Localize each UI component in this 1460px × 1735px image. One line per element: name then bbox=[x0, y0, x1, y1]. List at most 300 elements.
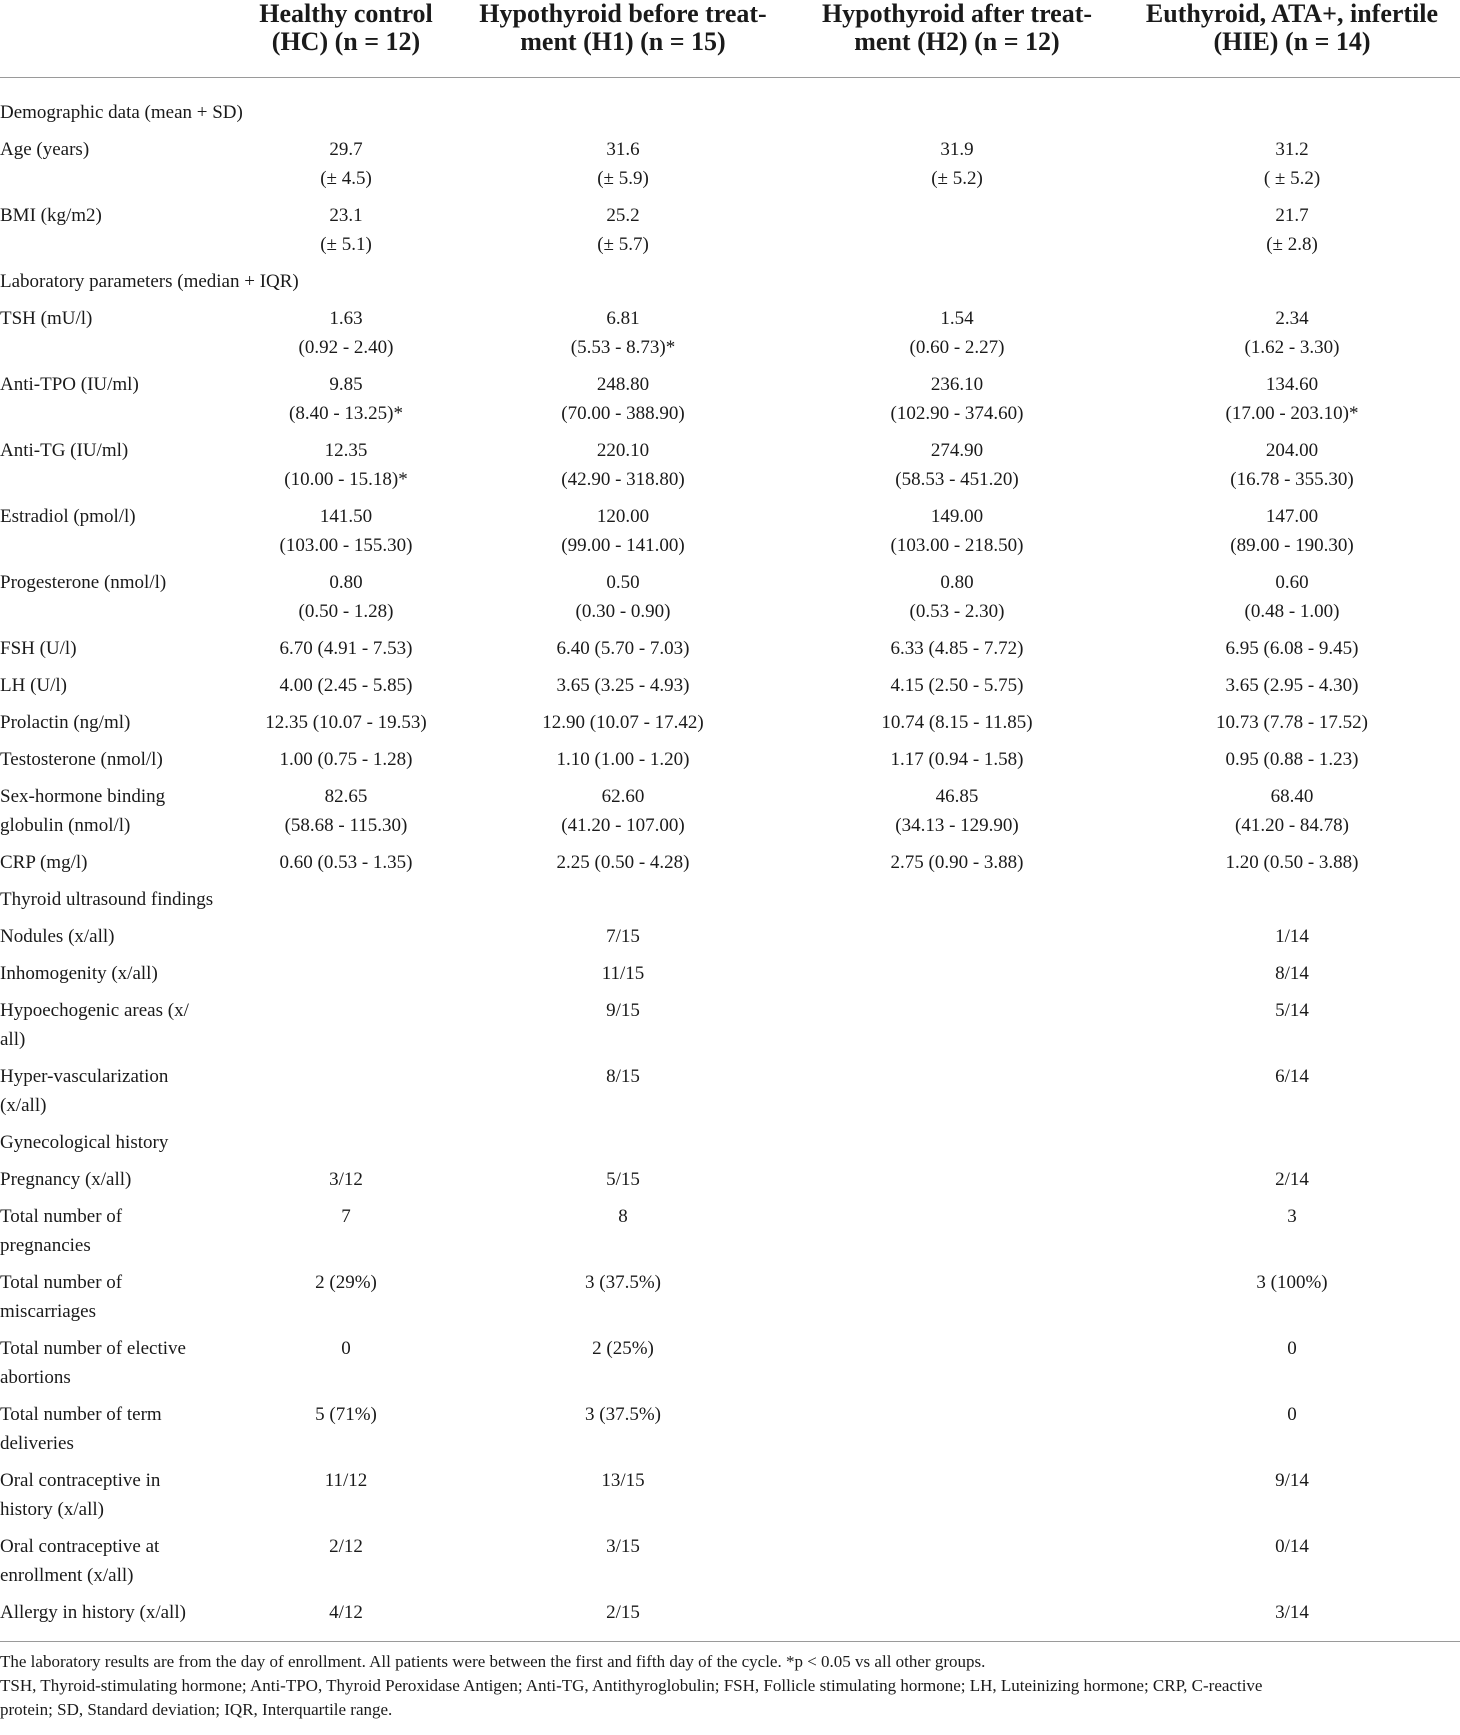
cell-line: (102.90 - 374.60) bbox=[890, 402, 1024, 424]
table-cell bbox=[456, 778, 790, 844]
row-label bbox=[0, 1462, 236, 1528]
row-label bbox=[0, 1330, 236, 1396]
header-line: ment (H2) (n = 12) bbox=[854, 27, 1060, 56]
table-cell bbox=[456, 918, 790, 955]
spacer-row bbox=[0, 78, 1460, 94]
cell-line: 9/14 bbox=[1275, 1469, 1309, 1491]
table-cell bbox=[1124, 778, 1460, 844]
row-label bbox=[0, 1264, 236, 1330]
header-line: Euthyroid, ATA+, infertile bbox=[1145, 0, 1439, 28]
table-cell bbox=[1124, 1264, 1460, 1330]
table-row bbox=[0, 630, 1460, 667]
row-label bbox=[0, 955, 236, 992]
cell-line: 1.00 (0.75 - 1.28) bbox=[279, 748, 413, 770]
table-cell bbox=[236, 366, 456, 432]
cell-line: 3/14 bbox=[1275, 1601, 1309, 1623]
cell-line: 149.00 bbox=[930, 505, 984, 527]
footnote-line: TSH, Thyroid-stimulating hormone; Anti-TPO, Thyroid Peroxidase Antigen; Anti-TG, Antithyroglobulin; FSH, Follicle stimulating hormone; LH, Luteinizing hormone; CRP, C-reactive bbox=[0, 1675, 1263, 1695]
cell-line: 5 (71%) bbox=[315, 1403, 377, 1425]
table-row bbox=[0, 918, 1460, 955]
cell-line: 9.85 bbox=[329, 373, 363, 395]
table-cell bbox=[790, 778, 1124, 844]
footnote-line: The laboratory results are from the day of enrollment. All patients were between the first and fifth day of the cycle. *p < 0.05 vs all other groups. bbox=[0, 1651, 986, 1671]
cell-line: (103.00 - 155.30) bbox=[279, 534, 413, 556]
cell-line: 6.95 (6.08 - 9.45) bbox=[1225, 637, 1359, 659]
table-cell bbox=[236, 844, 456, 881]
column-header bbox=[790, 0, 1124, 77]
table-row bbox=[0, 1396, 1460, 1462]
label-line: FSH (U/l) bbox=[0, 637, 77, 659]
table-row bbox=[0, 844, 1460, 881]
cell-line: ( ± 5.2) bbox=[1263, 167, 1321, 189]
label-line: globulin (nmol/l) bbox=[0, 814, 131, 836]
cell-line: 6/14 bbox=[1275, 1065, 1309, 1087]
cell-line: (58.53 - 451.20) bbox=[895, 468, 1019, 490]
row-label bbox=[0, 1594, 236, 1631]
table-cell bbox=[1124, 1161, 1460, 1198]
header-line: Healthy control bbox=[259, 0, 433, 28]
table-cell bbox=[790, 1198, 1124, 1264]
table-cell bbox=[790, 432, 1124, 498]
cell-line: 8 bbox=[618, 1205, 628, 1227]
cell-line: 1.10 (1.00 - 1.20) bbox=[556, 748, 690, 770]
table-cell bbox=[456, 630, 790, 667]
label-line: deliveries bbox=[0, 1432, 74, 1454]
label-line: Total number of bbox=[0, 1271, 123, 1293]
table-cell bbox=[1124, 918, 1460, 955]
section-heading bbox=[0, 263, 299, 300]
label-line: LH (U/l) bbox=[0, 674, 68, 696]
table-cell bbox=[456, 263, 790, 300]
header-line: (HIE) (n = 14) bbox=[1213, 27, 1371, 56]
cell-line: 0.50 bbox=[606, 571, 640, 593]
table-cell bbox=[790, 1396, 1124, 1462]
cell-line: 7 bbox=[341, 1205, 351, 1227]
table-cell bbox=[1124, 844, 1460, 881]
label-line: Total number of term bbox=[0, 1403, 162, 1425]
table-cell bbox=[790, 1594, 1124, 1631]
table-cell bbox=[1124, 366, 1460, 432]
cell-line: 3/12 bbox=[329, 1168, 363, 1190]
table-cell bbox=[236, 300, 456, 366]
label-line: CRP (mg/l) bbox=[0, 851, 88, 873]
table-cell bbox=[456, 1396, 790, 1462]
cell-line: 0 bbox=[341, 1337, 351, 1359]
header-line: Hypothyroid after treat- bbox=[821, 0, 1093, 28]
label-line: pregnancies bbox=[0, 1234, 91, 1256]
table-cell bbox=[236, 778, 456, 844]
table-cell bbox=[456, 1594, 790, 1631]
row-label bbox=[0, 1396, 236, 1462]
table-cell bbox=[790, 263, 1124, 300]
cell-line: 13/15 bbox=[601, 1469, 645, 1491]
table-cell bbox=[790, 741, 1124, 778]
table-cell bbox=[790, 94, 1124, 131]
cell-line: 12.35 (10.07 - 19.53) bbox=[265, 711, 427, 733]
cell-line: 1.17 (0.94 - 1.58) bbox=[890, 748, 1024, 770]
table-cell bbox=[1124, 741, 1460, 778]
cell-line: 1.54 bbox=[940, 307, 974, 329]
table-row bbox=[0, 197, 1460, 263]
cell-line: 5/14 bbox=[1275, 999, 1309, 1021]
table-cell bbox=[1124, 1594, 1460, 1631]
cell-line: 23.1 bbox=[329, 204, 363, 226]
cell-line: 6.70 (4.91 - 7.53) bbox=[279, 637, 413, 659]
cell-line: (0.60 - 2.27) bbox=[909, 336, 1005, 358]
table-cell bbox=[236, 667, 456, 704]
cell-line: 274.90 bbox=[930, 439, 984, 461]
cell-line: 12.35 bbox=[324, 439, 368, 461]
table-row bbox=[0, 1058, 1460, 1124]
table-cell bbox=[236, 131, 456, 197]
table-cell bbox=[1124, 881, 1460, 918]
label-line: enrollment (x/all) bbox=[0, 1564, 134, 1586]
table-cell bbox=[1124, 1198, 1460, 1264]
table-cell bbox=[1124, 263, 1460, 300]
table-cell bbox=[236, 1462, 456, 1528]
table-cell bbox=[236, 1528, 456, 1594]
cell-line: 62.60 bbox=[601, 785, 645, 807]
table-cell bbox=[456, 131, 790, 197]
cell-line: (0.53 - 2.30) bbox=[909, 600, 1005, 622]
table-row bbox=[0, 1594, 1460, 1631]
cell-line: (42.90 - 318.80) bbox=[561, 468, 685, 490]
cell-line: 3.65 (3.25 - 4.93) bbox=[556, 674, 690, 696]
table-cell bbox=[790, 881, 1124, 918]
cell-line: (10.00 - 15.18)* bbox=[284, 468, 408, 490]
cell-line: (0.48 - 1.00) bbox=[1244, 600, 1340, 622]
table-cell bbox=[1124, 1058, 1460, 1124]
cell-line: 141.50 bbox=[319, 505, 373, 527]
cell-line: 4.00 (2.45 - 5.85) bbox=[279, 674, 413, 696]
table-row bbox=[0, 300, 1460, 366]
table-cell bbox=[1124, 94, 1460, 131]
table-cell bbox=[456, 704, 790, 741]
footnote-line: protein; SD, Standard deviation; IQR, Interquartile range. bbox=[0, 1699, 393, 1719]
table-cell bbox=[456, 1264, 790, 1330]
cell-line: 3 (37.5%) bbox=[585, 1403, 661, 1425]
table-cell bbox=[1124, 1396, 1460, 1462]
cell-line: 25.2 bbox=[606, 204, 640, 226]
cell-line: (± 4.5) bbox=[320, 167, 372, 189]
cell-line: (± 5.2) bbox=[931, 167, 983, 189]
table-cell bbox=[790, 1528, 1124, 1594]
table-row bbox=[0, 704, 1460, 741]
table-cell bbox=[1124, 667, 1460, 704]
label-line: Testosterone (nmol/l) bbox=[0, 748, 163, 770]
table-row bbox=[0, 778, 1460, 844]
table-cell bbox=[236, 498, 456, 564]
table-row bbox=[0, 1528, 1460, 1594]
cell-line: (41.20 - 107.00) bbox=[561, 814, 685, 836]
cell-line: 6.81 bbox=[606, 307, 640, 329]
table-row bbox=[0, 1264, 1460, 1330]
header-line: ment (H1) (n = 15) bbox=[520, 27, 726, 56]
table-row bbox=[0, 1161, 1460, 1198]
cell-line: (17.00 - 203.10)* bbox=[1225, 402, 1359, 424]
label-line: Anti-TPO (IU/ml) bbox=[0, 373, 139, 395]
cell-line: (99.00 - 141.00) bbox=[561, 534, 685, 556]
table-cell bbox=[1124, 955, 1460, 992]
cell-line: 7/15 bbox=[606, 925, 640, 947]
label-line: abortions bbox=[0, 1366, 71, 1388]
table-row bbox=[0, 1198, 1460, 1264]
table-cell bbox=[236, 918, 456, 955]
label-line: Allergy in history (x/all) bbox=[0, 1601, 186, 1623]
table-cell bbox=[236, 94, 456, 131]
cell-line: 2 (25%) bbox=[592, 1337, 654, 1359]
label-line: Total number of bbox=[0, 1205, 123, 1227]
table-cell bbox=[790, 498, 1124, 564]
cell-line: 12.90 (10.07 - 17.42) bbox=[542, 711, 704, 733]
cell-line: 5/15 bbox=[606, 1168, 640, 1190]
row-label bbox=[0, 918, 236, 955]
table-cell bbox=[790, 844, 1124, 881]
cell-line: 1/14 bbox=[1275, 925, 1309, 947]
cell-line: 10.73 (7.78 - 17.52) bbox=[1216, 711, 1368, 733]
cell-line: 0.60 (0.53 - 1.35) bbox=[279, 851, 413, 873]
table-cell bbox=[790, 992, 1124, 1058]
label-line: history (x/all) bbox=[0, 1498, 104, 1520]
table-cell bbox=[790, 197, 1124, 263]
cell-line: (5.53 - 8.73)* bbox=[570, 336, 676, 358]
table-cell bbox=[456, 881, 790, 918]
table-body bbox=[0, 77, 1460, 1631]
cell-line: (± 5.7) bbox=[597, 233, 649, 255]
cell-line: 10.74 (8.15 - 11.85) bbox=[881, 711, 1033, 733]
label-line: Inhomogenity (x/all) bbox=[0, 962, 158, 984]
table-cell bbox=[456, 432, 790, 498]
table-row bbox=[0, 992, 1460, 1058]
table-cell bbox=[236, 197, 456, 263]
cell-line: 0 bbox=[1287, 1403, 1297, 1425]
cell-line: 134.60 bbox=[1265, 373, 1319, 395]
table-cell bbox=[1124, 704, 1460, 741]
cell-line: 29.7 bbox=[329, 138, 363, 160]
table-cell bbox=[456, 992, 790, 1058]
table-cell bbox=[790, 300, 1124, 366]
table-cell bbox=[236, 1198, 456, 1264]
section-row bbox=[0, 94, 1460, 131]
cell-line: (34.13 - 129.90) bbox=[895, 814, 1019, 836]
label-line: Oral contraceptive in bbox=[0, 1469, 161, 1491]
table-cell bbox=[236, 881, 456, 918]
table-cell bbox=[456, 1058, 790, 1124]
header-cell-label bbox=[0, 0, 236, 77]
cell-line: (± 2.8) bbox=[1266, 233, 1318, 255]
cell-line: 220.10 bbox=[596, 439, 650, 461]
table-cell bbox=[236, 1330, 456, 1396]
table-cell bbox=[790, 1124, 1124, 1161]
table-cell bbox=[236, 741, 456, 778]
table-cell bbox=[1124, 1462, 1460, 1528]
cell-line: 11/15 bbox=[601, 962, 645, 984]
cell-line: 3.65 (2.95 - 4.30) bbox=[1225, 674, 1359, 696]
table-cell bbox=[236, 1396, 456, 1462]
table-cell bbox=[790, 704, 1124, 741]
cell-line: 0.60 bbox=[1275, 571, 1309, 593]
table-cell bbox=[1124, 1124, 1460, 1161]
table-cell bbox=[456, 498, 790, 564]
cell-line: (89.00 - 190.30) bbox=[1230, 534, 1354, 556]
label-line: miscarriages bbox=[0, 1300, 97, 1322]
table-cell bbox=[790, 1462, 1124, 1528]
table-cell bbox=[236, 1058, 456, 1124]
table-cell bbox=[456, 197, 790, 263]
cell-line: 6.33 (4.85 - 7.72) bbox=[890, 637, 1024, 659]
label-line: Demographic data (mean + SD) bbox=[0, 101, 243, 123]
table-cell bbox=[236, 1124, 456, 1161]
table-cell bbox=[790, 918, 1124, 955]
section-row bbox=[0, 263, 1460, 300]
row-label bbox=[0, 630, 236, 667]
cell-line: (16.78 - 355.30) bbox=[1230, 468, 1354, 490]
table-row bbox=[0, 1462, 1460, 1528]
table-cell bbox=[1124, 1528, 1460, 1594]
cell-line: 0.80 bbox=[940, 571, 974, 593]
row-label bbox=[0, 1161, 236, 1198]
cell-line: 82.65 bbox=[324, 785, 368, 807]
row-label bbox=[0, 1058, 236, 1124]
table-cell bbox=[456, 94, 790, 131]
label-line: all) bbox=[0, 1028, 26, 1050]
row-label bbox=[0, 564, 236, 630]
cell-line: 0.80 bbox=[329, 571, 363, 593]
cell-line: (± 5.9) bbox=[597, 167, 649, 189]
table-cell bbox=[236, 992, 456, 1058]
table-cell bbox=[456, 667, 790, 704]
label-line: Sex-hormone binding bbox=[0, 785, 166, 807]
cell-line: 11/12 bbox=[324, 1469, 368, 1491]
cell-line: 31.2 bbox=[1275, 138, 1309, 160]
cell-line: 4/12 bbox=[329, 1601, 363, 1623]
row-label bbox=[0, 131, 236, 197]
cell-line: 8/15 bbox=[606, 1065, 640, 1087]
table-cell bbox=[790, 1058, 1124, 1124]
table-cell bbox=[1124, 197, 1460, 263]
table-row bbox=[0, 667, 1460, 704]
table-row bbox=[0, 564, 1460, 630]
row-label bbox=[0, 197, 236, 263]
table-row bbox=[0, 131, 1460, 197]
cell-line: 204.00 bbox=[1265, 439, 1319, 461]
row-label bbox=[0, 778, 236, 844]
table-cell bbox=[236, 955, 456, 992]
table-cell bbox=[236, 704, 456, 741]
table-cell bbox=[456, 844, 790, 881]
header-line: (HC) (n = 12) bbox=[271, 27, 421, 56]
cell-line: (0.50 - 1.28) bbox=[298, 600, 394, 622]
cell-line: 0.95 (0.88 - 1.23) bbox=[1225, 748, 1359, 770]
table-cell bbox=[456, 1124, 790, 1161]
row-label bbox=[0, 992, 236, 1058]
cell-line: (70.00 - 388.90) bbox=[561, 402, 685, 424]
cell-line: (± 5.1) bbox=[320, 233, 372, 255]
label-line: Gynecological history bbox=[0, 1131, 169, 1153]
cell-line: 21.7 bbox=[1275, 204, 1309, 226]
row-label bbox=[0, 667, 236, 704]
cell-line: 2.75 (0.90 - 3.88) bbox=[890, 851, 1024, 873]
table-row bbox=[0, 955, 1460, 992]
cell-line: 2 (29%) bbox=[315, 1271, 377, 1293]
cell-line: 8/14 bbox=[1275, 962, 1309, 984]
table-cell bbox=[790, 667, 1124, 704]
table-cell bbox=[236, 1264, 456, 1330]
row-label bbox=[0, 498, 236, 564]
label-line: Pregnancy (x/all) bbox=[0, 1168, 132, 1190]
section-heading bbox=[0, 881, 236, 918]
cell-line: 31.6 bbox=[606, 138, 640, 160]
table-cell bbox=[456, 741, 790, 778]
label-line: Hyper-vascularization bbox=[0, 1065, 169, 1087]
cell-line: 2/12 bbox=[329, 1535, 363, 1557]
label-line: TSH (mU/l) bbox=[0, 307, 93, 329]
section-row bbox=[0, 881, 1460, 918]
row-label bbox=[0, 1528, 236, 1594]
table-cell bbox=[456, 1528, 790, 1594]
label-line: Oral contraceptive at bbox=[0, 1535, 160, 1557]
cell-line: 3 (37.5%) bbox=[585, 1271, 661, 1293]
cell-line: 2.25 (0.50 - 4.28) bbox=[556, 851, 690, 873]
table-cell bbox=[1124, 432, 1460, 498]
table-footnotes bbox=[0, 1642, 1460, 1722]
cell-line: (0.92 - 2.40) bbox=[298, 336, 394, 358]
table-cell bbox=[790, 955, 1124, 992]
label-line: BMI (kg/m2) bbox=[0, 204, 102, 226]
row-label bbox=[0, 432, 236, 498]
cell-line: 31.9 bbox=[940, 138, 974, 160]
table-cell bbox=[790, 564, 1124, 630]
cell-line: (58.68 - 115.30) bbox=[284, 814, 408, 836]
table-row bbox=[0, 432, 1460, 498]
table-cell bbox=[1124, 630, 1460, 667]
cell-line: 4.15 (2.50 - 5.75) bbox=[890, 674, 1024, 696]
table-cell bbox=[790, 1330, 1124, 1396]
table-row bbox=[0, 741, 1460, 778]
cell-line: 3 (100%) bbox=[1256, 1271, 1328, 1293]
row-label bbox=[0, 741, 236, 778]
table-cell bbox=[236, 1161, 456, 1198]
table-cell bbox=[790, 131, 1124, 197]
table-cell bbox=[236, 1594, 456, 1631]
table-cell bbox=[790, 1161, 1124, 1198]
table-row bbox=[0, 498, 1460, 564]
table-cell bbox=[1124, 300, 1460, 366]
cell-line: (8.40 - 13.25)* bbox=[289, 402, 403, 424]
table-cell bbox=[456, 1462, 790, 1528]
table-cell bbox=[790, 630, 1124, 667]
cell-line: 3/15 bbox=[606, 1535, 640, 1557]
table-cell bbox=[790, 366, 1124, 432]
cell-line: 2/15 bbox=[606, 1601, 640, 1623]
cell-line: 68.40 bbox=[1270, 785, 1314, 807]
section-heading bbox=[0, 1124, 236, 1161]
table-cell bbox=[236, 432, 456, 498]
label-line: Laboratory parameters (median + IQR) bbox=[0, 270, 299, 292]
column-header bbox=[456, 0, 790, 77]
label-line: Total number of elective bbox=[0, 1337, 186, 1359]
cell-line: (41.20 - 84.78) bbox=[1235, 814, 1349, 836]
row-label bbox=[0, 1198, 236, 1264]
row-label bbox=[0, 366, 236, 432]
table-cell bbox=[456, 955, 790, 992]
label-line: Estradiol (pmol/l) bbox=[0, 505, 136, 527]
cell-line: 147.00 bbox=[1265, 505, 1319, 527]
table-cell bbox=[456, 300, 790, 366]
label-line: Anti-TG (IU/ml) bbox=[0, 439, 129, 461]
table-cell bbox=[236, 564, 456, 630]
cell-line: 0 bbox=[1287, 1337, 1297, 1359]
